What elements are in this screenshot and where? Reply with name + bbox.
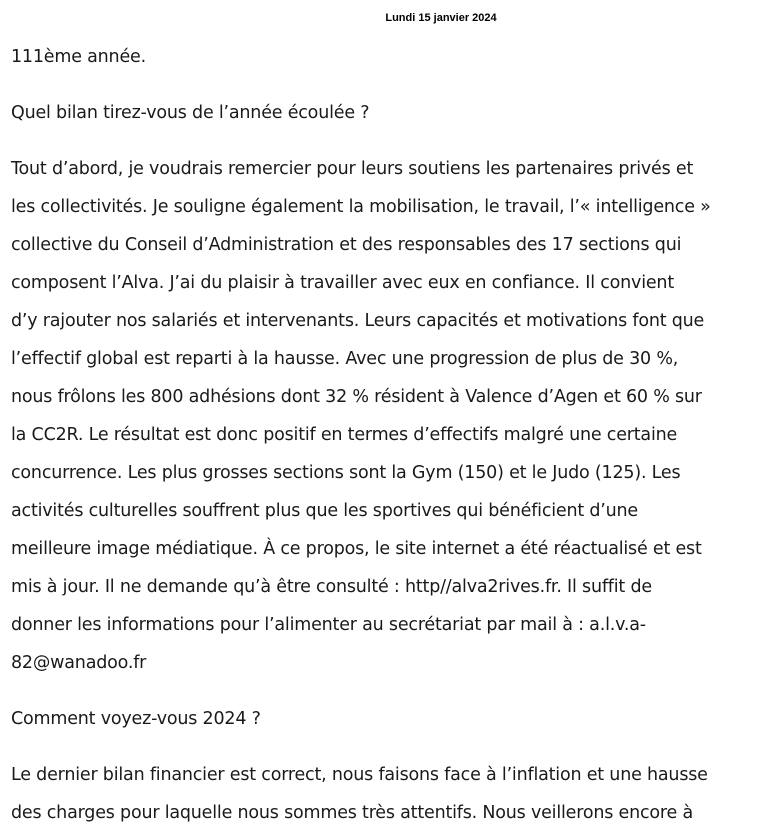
text-line: donner les informations pour l’alimenter au secrétariat par mail à : a.l.v.a- [11, 615, 646, 635]
text-line: des charges pour laquelle nous sommes très attentifs. Nous veillerons encore à [11, 803, 693, 823]
text-line: d’y rajouter nos salariés et intervenants. Leurs capacités et motivations font que [11, 311, 705, 331]
intro-paragraph: 111ème année. [11, 47, 146, 67]
paragraph-gap [11, 132, 741, 150]
paragraph-gap [11, 76, 741, 94]
text-line: nous frôlons les 800 adhésions dont 32 % résident à Valence d’Agen et 60 % sur [11, 387, 702, 407]
article-body [11, 38, 741, 832]
text-line: Le dernier bilan financier est correct, nous faisons face à l’inflation et une hausse [11, 765, 708, 785]
text-line: composent l’Alva. J’ai du plaisir à travailler avec eux en confiance. Il convient [11, 273, 674, 293]
text-line: meilleure image médiatique. À ce propos, le site internet a été réactualisé et est [11, 539, 702, 559]
question-1: Quel bilan tirez-vous de l’année écoulée ? [11, 103, 370, 123]
text-line: concurrence. Les plus grosses sections sont la Gym (150) et le Judo (125). Les [11, 463, 681, 483]
paragraph-gap [11, 738, 741, 756]
text-line: activités culturelles souffrent plus que les sportives qui bénéficient d’une [11, 501, 639, 521]
answer-1-paragraph [11, 150, 741, 682]
text-line: Tout d’abord, je voudrais remercier pour leurs soutiens les partenaires privés et [11, 159, 694, 179]
text-line: la CC2R. Le résultat est donc positif en termes d’effectifs malgré une certaine [11, 425, 678, 445]
question-2: Comment voyez-vous 2024 ? [11, 709, 261, 729]
paragraph-gap [11, 682, 741, 700]
answer-2-paragraph [11, 756, 741, 832]
text-line: collective du Conseil d’Administration et des responsables des 17 sections qui [11, 235, 682, 255]
article-date: Lundi 15 janvier 2024 [385, 12, 497, 24]
text-line: mis à jour. Il ne demande qu’à être consulté : http//alva2rives.fr. Il suffit de [11, 577, 652, 597]
text-line: 82@wanadoo.fr [11, 653, 147, 673]
text-line: l’effectif global est reparti à la hausse. Avec une progression de plus de 30 %, [11, 349, 679, 369]
text-line: les collectivités. Je souligne également la mobilisation, le travail, l’« intelligence » [11, 197, 711, 217]
